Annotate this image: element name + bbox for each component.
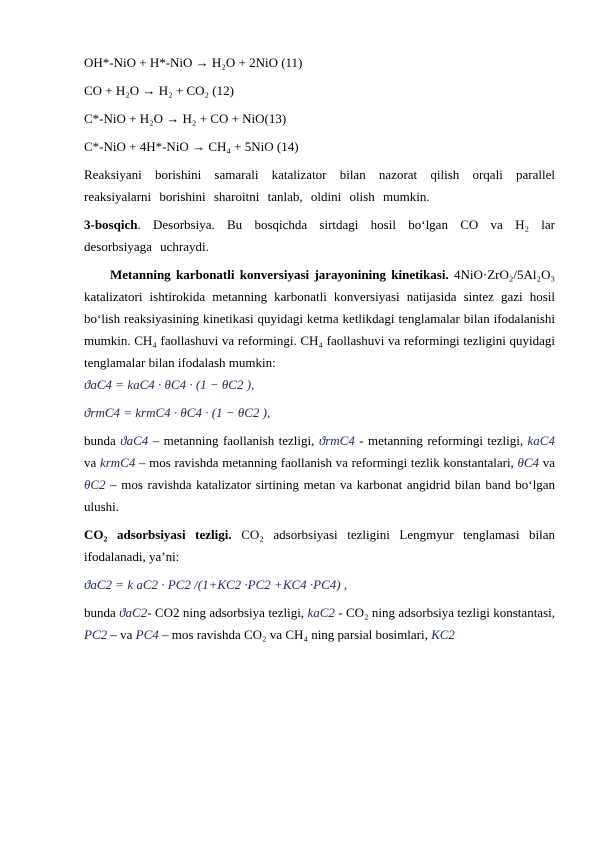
explanation-1-text-4: va: [84, 455, 100, 470]
explanation-1-math-5: θC4: [517, 455, 540, 470]
explanation-1-text-3: - metanning reformingi tezligi,: [354, 433, 528, 448]
explanation-1-text-7: – mos ravishda katalizator sirtining metan va karbonat angidrid bilan band bo‘lgan ulushi.: [84, 477, 555, 514]
explanation-2-text-5: – mos ravishda CO₂ va CH₄ ning parsial bosimlari,: [158, 627, 432, 642]
explanation-2-math-2: kaC2: [307, 605, 335, 620]
explanation-1-math-6: θC2: [84, 477, 106, 492]
explanation-1-math-4: krmC4: [99, 455, 136, 470]
explanation-1-text-6: va: [539, 455, 555, 470]
explanation-2-math-4: PC4: [135, 627, 159, 642]
explanation-1-text-5: – mos ravishda metanning faollanish va reformingi tezlik konstantalari,: [135, 455, 518, 470]
reaction-14: C*-NiO + 4H*-NiO → CH₄ + 5NiO (14): [84, 139, 299, 154]
paragraph-explanation-2: [84, 602, 555, 646]
stage-3-text: . Desorbsiya. Bu bosqichda sirtdagi hosil bo‘lgan CO va H₂ lar desorbsiyaga uchraydi.: [84, 217, 555, 254]
explanation-1-text-2: – metanning faollanish tezligi,: [148, 433, 319, 448]
paragraph-reaction-control: Reaksiyani borishini samarali katalizator bilan nazorat qilish orqali parallel reaksiyalarni borishini sharoitni tanlab, oldini olish mumkin.: [84, 167, 555, 204]
reaction-12: CO + H₂O → H₂ + CO₂ (12): [84, 83, 234, 98]
equation-co2-adsorption: ϑaC2 = k aC2 · PC2 /(1+KC2 ·PC2 +KC4 ·PC4) ,: [84, 577, 348, 592]
equation-methane-reforming: ϑrmC4 = krmC4 · θC4 · (1 − θC2 ),: [84, 405, 271, 420]
equation-methane-activation: ϑaC4 = kaC4 · θC4 · (1 − θC2 ),: [84, 377, 255, 392]
explanation-1-math-2: ϑrmC4: [318, 433, 355, 448]
explanation-2-text-1: bunda: [84, 605, 120, 620]
explanation-2-text-4: – va: [107, 627, 136, 642]
paragraph-explanation-1: [84, 430, 555, 518]
paragraph-stage-3: [84, 214, 555, 258]
explanation-2-math-1: ϑaC2: [119, 605, 148, 620]
reaction-13: C*-NiO + H₂O → H₂ + CO + NiO(13): [84, 111, 287, 126]
document-page: [84, 52, 555, 646]
explanation-1-math-1: ϑaC4: [120, 433, 149, 448]
paragraph-co2-adsorption: [84, 524, 555, 568]
explanation-2-math-5: KC2: [431, 627, 455, 642]
explanation-2-text-2: - CO2 ning adsorbsiya tezligi,: [147, 605, 308, 620]
co2-adsorption-text: CO₂ adsorbsiyasi tezligini Lengmyur tenglamasi bilan ifodalanadi, ya’ni:: [84, 527, 555, 564]
explanation-1-math-3: kaC4: [527, 433, 555, 448]
explanation-2-math-3: PC2: [84, 627, 108, 642]
explanation-1-text-1: bunda: [84, 433, 121, 448]
kinetics-heading: Metanning karbonatli konversiyasi jarayonining kinetikasi.: [110, 267, 449, 282]
kinetics-text: 4NiO·ZrO₂/5Al₂O₃ katalizatori ishtirokida metanning karbonatli konversiyasi natijasida sintez gazi hosil bo‘lish reaksiyasining kinetikasi quyidagi ketma ketlikdagi tenglamalar bilan ifodalanishi mumkin. CH₄ faollashuvi va reformingi. CH₄ faollashuvi va reformingi tezligini quyidagi tenglamalar bilan ifodalash mumkin:: [84, 267, 555, 370]
reaction-11: OH*-NiO + H*-NiO → H₂O + 2NiO (11): [84, 55, 303, 70]
stage-3-heading: 3-bosqich: [84, 217, 138, 232]
co2-adsorption-heading: CO₂ adsorbsiyasi tezligi.: [84, 527, 232, 542]
explanation-2-text-3: - CO₂ ning adsorbsiya tezligi konstantasi,: [334, 605, 555, 620]
paragraph-kinetics: [84, 264, 555, 374]
